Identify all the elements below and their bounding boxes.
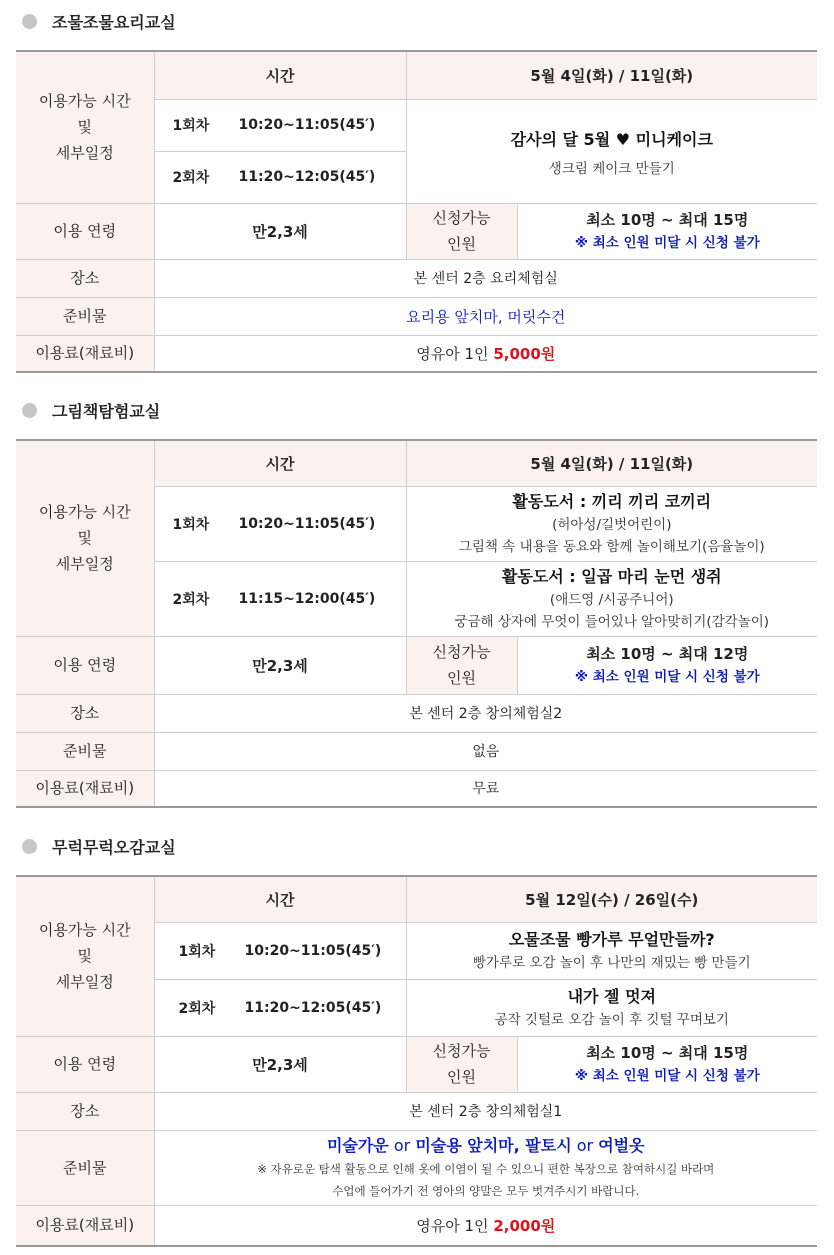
place-label: 장소 — [16, 1092, 154, 1130]
session-2: 2회차 11:20~12:05(45′) — [154, 979, 406, 1036]
supplies-value: 미술가운 or 미술용 앞치마, 팔토시 or 여벌옷 ※ 자유로운 탐색 활동으로 인해 옷에 이염이 될 수 있으니 편한 복장으로 참여하시길 바라며 수업에 들어가기 전 영아의 양말은 모두 벗겨주시기 바랍니다. — [154, 1130, 817, 1205]
activity-cell: 감사의 달 5월 ♥ 미니케이크 생크림 케이크 만들기 — [406, 99, 817, 203]
fee-label: 이용료(재료비) — [16, 770, 154, 807]
session-2: 2회차 11:20~12:05(45′) — [154, 151, 406, 203]
fee-value: 무료 — [154, 770, 817, 807]
bullet-icon — [22, 14, 37, 29]
activity-2: 활동도서 : 일곱 마리 눈먼 생쥐 (애드영 /시공주니어) 궁금해 상자에 무엇이 들어있나 알아맞히기(감각놀이) — [406, 561, 817, 636]
supplies-label: 준비물 — [16, 1130, 154, 1205]
cooking-class-table — [16, 50, 817, 373]
schedule-label: 이용가능 시간 및 세부일정 — [16, 440, 154, 636]
time-header: 시간 — [154, 51, 406, 99]
capacity-label: 신청가능 인원 — [406, 1036, 517, 1092]
activity-2: 내가 젤 멋져 공작 깃털로 오감 놀이 후 깃털 꾸며보기 — [406, 979, 817, 1036]
date-header: 5월 12일(수) / 26일(수) — [406, 876, 817, 922]
place-value: 본 센터 2층 창의체험실2 — [154, 694, 817, 732]
session-1: 1회차 10:20~11:05(45′) — [154, 922, 406, 979]
capacity-value: 최소 10명 ~ 최대 15명 ※ 최소 인원 미달 시 신청 불가 — [517, 1036, 817, 1092]
session-2: 2회차 11:15~12:00(45′) — [154, 561, 406, 636]
session-1: 1회차 10:20~11:05(45′) — [154, 99, 406, 151]
section-title-picturebook: 그림책탐험교실 — [22, 398, 160, 422]
supplies-label: 준비물 — [16, 297, 154, 335]
place-value: 본 센터 2층 요리체험실 — [154, 259, 817, 297]
age-label: 이용 연령 — [16, 636, 154, 694]
schedule-label: 이용가능 시간 및 세부일정 — [16, 876, 154, 1036]
capacity-value: 최소 10명 ~ 최대 12명 ※ 최소 인원 미달 시 신청 불가 — [517, 636, 817, 694]
sensory-class-table — [16, 875, 817, 1247]
supplies-label: 준비물 — [16, 732, 154, 770]
capacity-value: 최소 10명 ~ 최대 15명 ※ 최소 인원 미달 시 신청 불가 — [517, 203, 817, 259]
activity-1: 오물조물 빵가루 무얼만들까? 빵가루로 오감 놀이 후 나만의 재밌는 빵 만들기 — [406, 922, 817, 979]
age-value: 만2,3세 — [154, 1036, 406, 1092]
capacity-label: 신청가능 인원 — [406, 203, 517, 259]
bullet-icon — [22, 403, 37, 418]
place-label: 장소 — [16, 259, 154, 297]
age-label: 이용 연령 — [16, 203, 154, 259]
fee-value: 영유아 1인 5,000원 — [154, 335, 817, 372]
time-header: 시간 — [154, 876, 406, 922]
fee-value: 영유아 1인 2,000원 — [154, 1205, 817, 1246]
age-value: 만2,3세 — [154, 203, 406, 259]
date-header: 5월 4일(화) / 11일(화) — [406, 440, 817, 486]
supplies-value: 요리용 앞치마, 머릿수건 — [154, 297, 817, 335]
capacity-label: 신청가능 인원 — [406, 636, 517, 694]
fee-label: 이용료(재료비) — [16, 335, 154, 372]
place-value: 본 센터 2층 창의체험실1 — [154, 1092, 817, 1130]
date-header: 5월 4일(화) / 11일(화) — [406, 51, 817, 99]
schedule-label: 이용가능 시간 및 세부일정 — [16, 51, 154, 203]
session-1: 1회차 10:20~11:05(45′) — [154, 486, 406, 561]
place-label: 장소 — [16, 694, 154, 732]
section-title-cooking: 조물조물요리교실 — [22, 9, 176, 33]
picturebook-class-table — [16, 439, 817, 808]
time-header: 시간 — [154, 440, 406, 486]
supplies-value: 없음 — [154, 732, 817, 770]
age-value: 만2,3세 — [154, 636, 406, 694]
bullet-icon — [22, 839, 37, 854]
activity-1: 활동도서 : 끼리 끼리 코끼리 (허아성/길벗어린이) 그림책 속 내용을 동요와 함께 놀이해보기(음율놀이) — [406, 486, 817, 561]
heart-icon: ♥ — [615, 130, 631, 149]
age-label: 이용 연령 — [16, 1036, 154, 1092]
section-title-sensory: 무럭무럭오감교실 — [22, 834, 176, 858]
fee-label: 이용료(재료비) — [16, 1205, 154, 1246]
